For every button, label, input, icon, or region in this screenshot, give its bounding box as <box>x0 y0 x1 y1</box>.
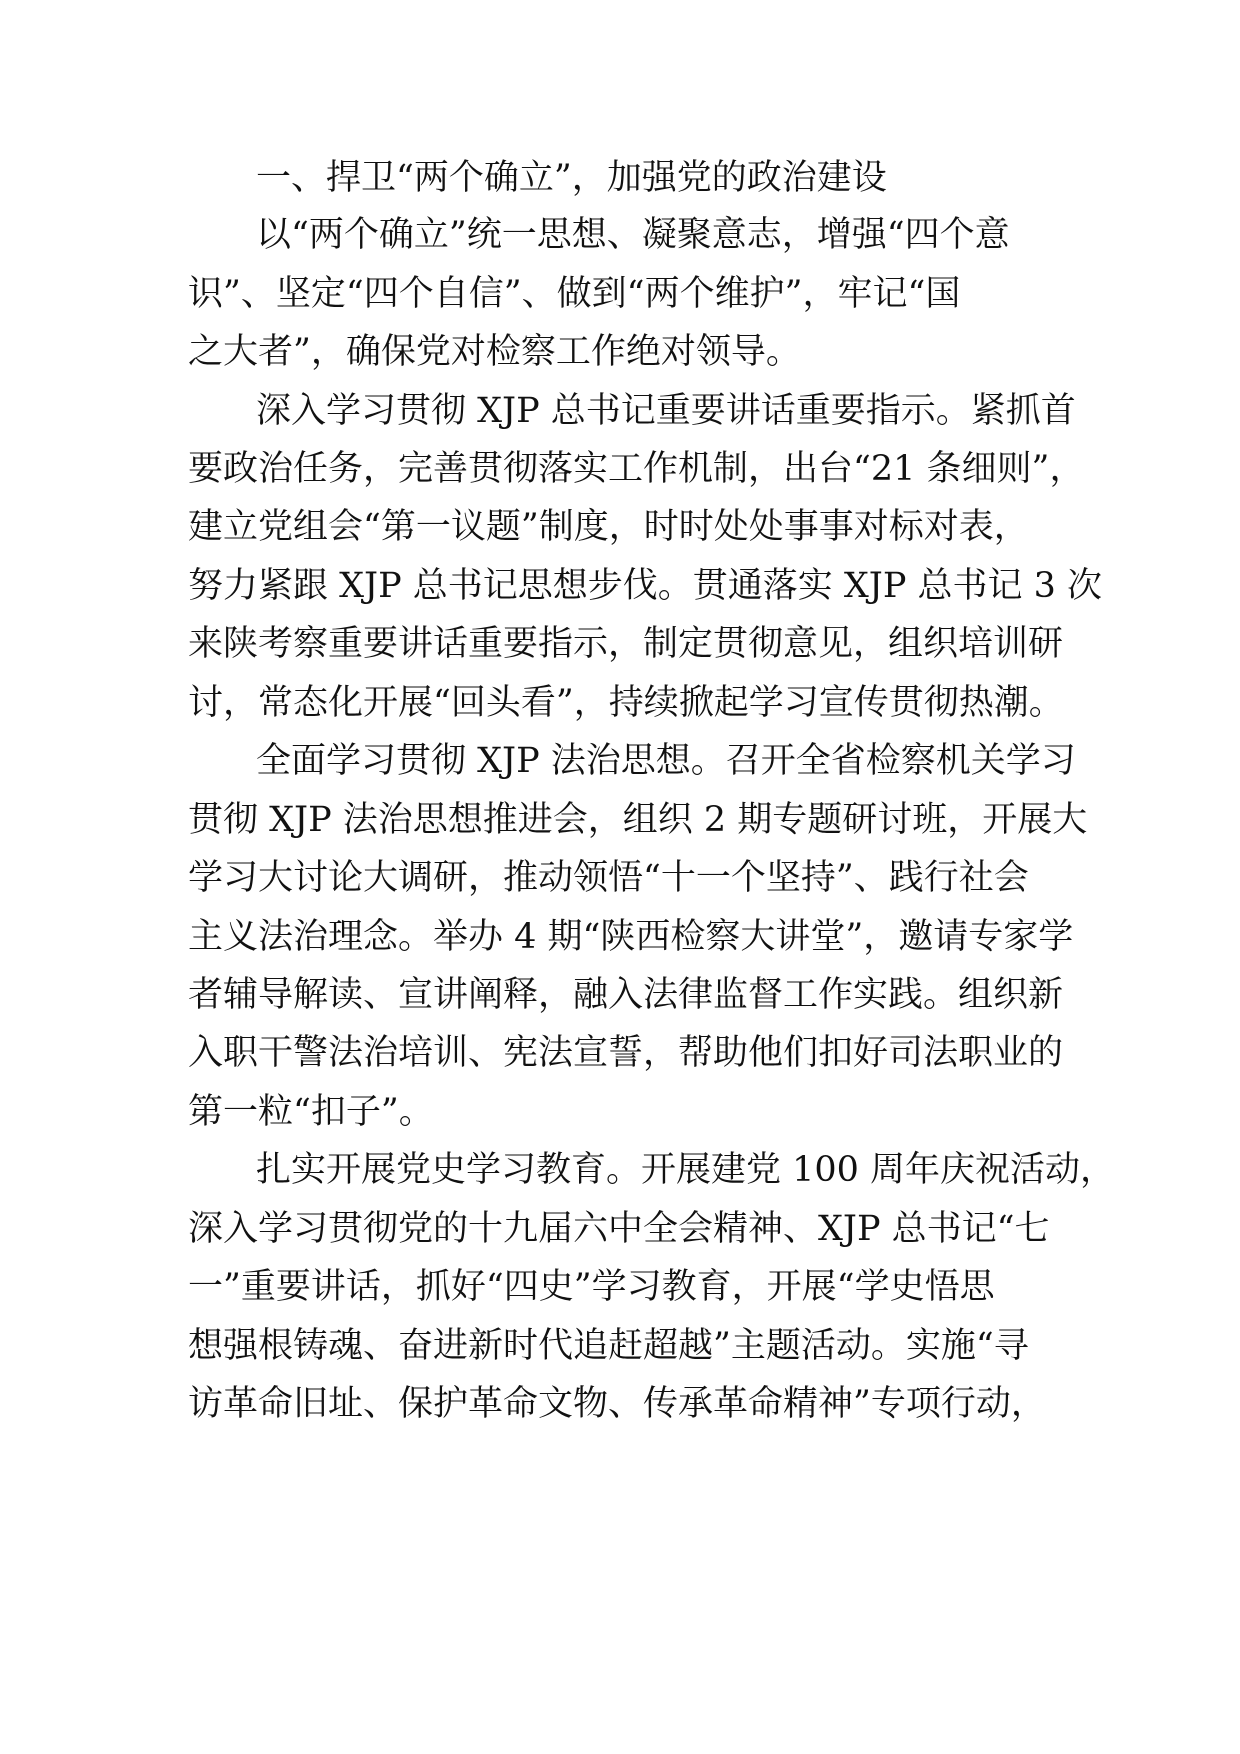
paragraph-line: 一”重要讲话，抓好“四史”学习教育，开展“学史悟思 <box>188 1267 995 1307</box>
paragraph-line: 者辅导解读、宣讲阐释，融入法律监督工作实践。组织新 <box>188 975 1064 1015</box>
paragraph-line: 想强根铸魂、奋进新时代追赶超越”主题活动。实施“寻 <box>188 1326 1029 1366</box>
paragraph-line: 来陕考察重要讲话重要指示，制定贯彻意见，组织培训研 <box>188 624 1064 664</box>
paragraph-line: 识”、坚定“四个自信”、做到“两个维护”，牢记“国 <box>188 274 961 314</box>
paragraph-line: 讨，常态化开展“回头看”，持续掀起学习宣传贯彻热潮。 <box>188 683 1064 723</box>
paragraph-line: 第一粒“扣子”。 <box>188 1092 434 1132</box>
paragraph-line: 之大者”，确保党对检察工作绝对领导。 <box>188 332 801 372</box>
section-heading: 一、捍卫“两个确立”，加强党的政治建设 <box>256 158 887 198</box>
paragraph-line: 贯彻 XJP 法治思想推进会，组织 2 期专题研讨班，开展大 <box>188 800 1088 840</box>
paragraph-line: 要政治任务，完善贯彻落实工作机制，出台“21 条细则”， <box>188 449 1085 489</box>
paragraph-line: 扎实开展党史学习教育。开展建党 100 周年庆祝活动， <box>256 1150 1116 1190</box>
paragraph-line: 主义法治理念。举办 4 期“陕西检察大讲堂”，邀请专家学 <box>188 917 1074 957</box>
paragraph-line: 全面学习贯彻 XJP 法治思想。召开全省检察机关学习 <box>256 741 1076 781</box>
paragraph-line: 以“两个确立”统一思想、凝聚意志，增强“四个意 <box>256 215 1010 255</box>
paragraph-line: 深入学习贯彻 XJP 总书记重要讲话重要指示。紧抓首 <box>256 391 1076 431</box>
paragraph-line: 学习大讨论大调研，推动领悟“十一个坚持”、践行社会 <box>188 858 1029 898</box>
paragraph-line: 入职干警法治培训、宪法宣誓，帮助他们扣好司法职业的 <box>188 1033 1064 1073</box>
paragraph-line: 建立党组会“第一议题”制度，时时处处事事对标对表， <box>188 507 1029 547</box>
paragraph-line: 努力紧跟 XJP 总书记思想步伐。贯通落实 XJP 总书记 3 次 <box>188 566 1103 606</box>
paragraph-line: 深入学习贯彻党的十九届六中全会精神、XJP 总书记“七 <box>188 1209 1050 1249</box>
paragraph-line: 访革命旧址、保护革命文物、传承革命精神”专项行动， <box>188 1384 1046 1424</box>
